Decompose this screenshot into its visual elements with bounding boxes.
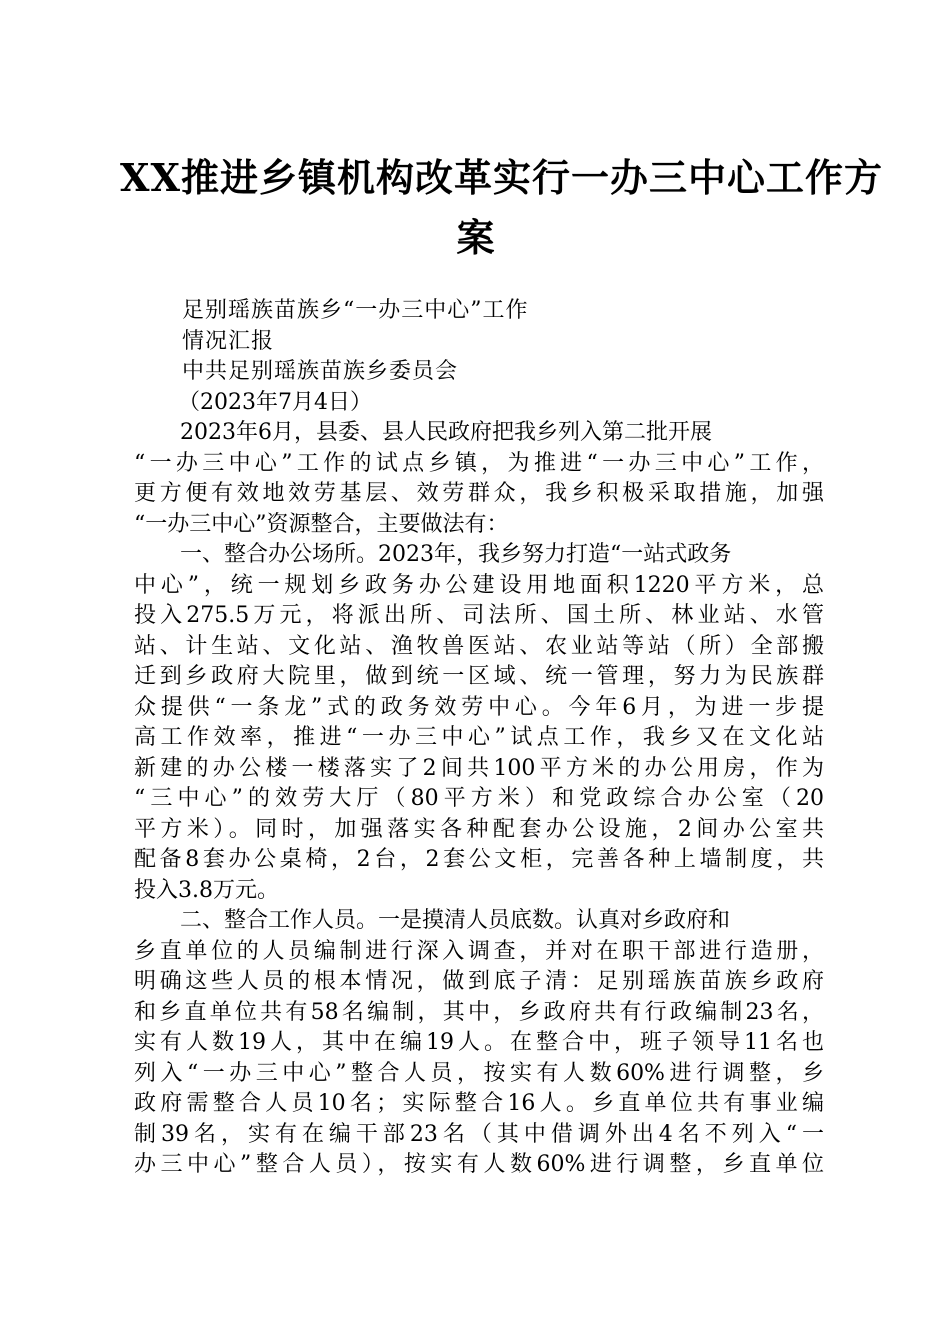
paragraph-line: 一、整合办公场所。2023年，我乡努力打造“一站式政务 bbox=[180, 542, 732, 567]
paragraph-line: 列入“一办三中心”整合人员，按实有人数60%进行调整，乡 bbox=[134, 1060, 824, 1086]
paragraph-line: 更方便有效地效劳基层、效劳群众，我乡积极采取措施，加强 bbox=[134, 481, 824, 506]
paragraph-line: 明确这些人员的根本情况，做到底子清：足别瑶族苗族乡政府 bbox=[134, 969, 824, 994]
paragraph-line: 站、计生站、文化站、渔牧兽医站、农业站等站（所）全部搬 bbox=[134, 633, 824, 659]
paragraph-line: 2023年6月，县委、县人民政府把我乡列入第二批开展 bbox=[180, 420, 712, 445]
paragraph-line: 平方米）。同时，加强落实各种配套办公设施，2间办公室共 bbox=[134, 816, 824, 842]
report-heading: 足别瑶族苗族乡“一办三中心”工作 bbox=[182, 298, 529, 323]
document-title bbox=[120, 148, 883, 268]
paragraph-line: 投入275.5万元，将派出所、司法所、国土所、林业站、水管 bbox=[134, 603, 824, 628]
paragraph-line: 中心”，统一规划乡政务办公建设用地面积1220平方米，总 bbox=[134, 572, 824, 598]
paragraph-line: 实有人数19人，其中在编19人。在整合中，班子领导11名也 bbox=[134, 1030, 824, 1055]
paragraph-line: 二、整合工作人员。一是摸清人员底数。认真对乡政府和 bbox=[180, 908, 731, 933]
paragraph-line: 政府需整合人员10名；实际整合16人。乡直单位共有事业编 bbox=[134, 1091, 824, 1116]
paragraph-line: 迁到乡政府大院里，做到统一区域、统一管理，努力为民族群 bbox=[134, 664, 824, 689]
title-line-2: 案 bbox=[456, 215, 496, 260]
title-line-1: XX推进乡镇机构改革实行一办三中心工作方 bbox=[120, 155, 883, 200]
paragraph-line: “三中心”的效劳大厅（80平方米）和党政综合办公室（20 bbox=[134, 786, 824, 811]
paragraph-line: 投入3.8万元。 bbox=[134, 877, 279, 903]
report-subheading: 情况汇报 bbox=[182, 328, 275, 354]
paragraph-line: 众提供“一条龙”式的政务效劳中心。今年6月，为进一步提 bbox=[134, 694, 824, 720]
paragraph-line: “一办三中心”资源整合，主要做法有： bbox=[134, 511, 509, 537]
paragraph-line: 制39名，实有在编干部23名（其中借调外出4名不列入“一 bbox=[134, 1121, 824, 1147]
paragraph-line: 和乡直单位共有58名编制，其中，乡政府共有行政编制23名， bbox=[134, 999, 824, 1025]
paragraph-line: “一办三中心”工作的试点乡镇，为推进“一办三中心”工作， bbox=[134, 450, 824, 476]
paragraph-line: 高工作效率，推进“一办三中心”试点工作，我乡又在文化站 bbox=[134, 725, 824, 750]
paragraph-line: 配备8套办公桌椅，2台，2套公文柜，完善各种上墙制度，共 bbox=[134, 847, 824, 872]
report-author: 中共足别瑶族苗族乡委员会 bbox=[182, 359, 459, 384]
document-body bbox=[134, 296, 824, 1181]
paragraph-line: 乡直单位的人员编制进行深入调查，并对在职干部进行造册， bbox=[134, 938, 824, 964]
paragraph-line: 新建的办公楼一楼落实了2间共100平方米的办公用房，作为 bbox=[134, 755, 824, 781]
paragraph-line: 办三中心”整合人员），按实有人数60%进行调整，乡直单位 bbox=[134, 1152, 824, 1177]
report-date: （2023年7月4日） bbox=[178, 389, 372, 415]
